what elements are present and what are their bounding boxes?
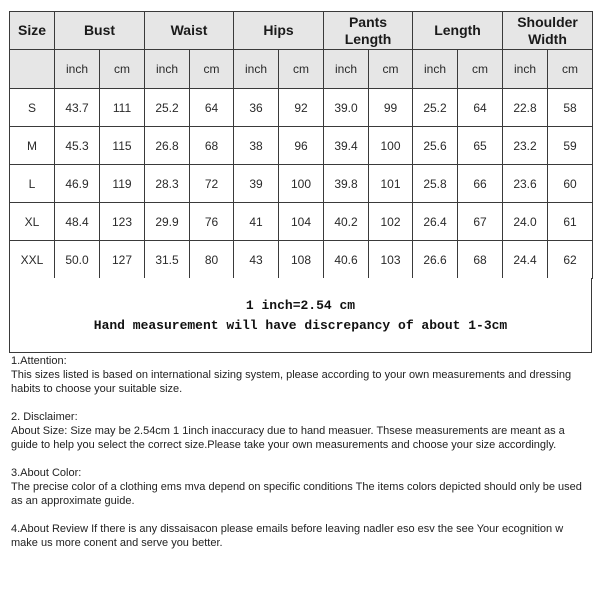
table-row	[10, 165, 593, 203]
header-shoulder-width	[503, 12, 593, 50]
cell-waist-cm: 68	[190, 127, 234, 165]
cell-bust-in: 46.9	[55, 165, 100, 203]
note-title: 1.Attention:	[11, 355, 67, 367]
cell-shoulder-cm: 58	[548, 89, 593, 127]
cell-bust-cm: 127	[100, 241, 145, 279]
header-row	[10, 12, 593, 50]
unit-inch: inch	[55, 50, 100, 89]
cell-waist-cm: 64	[190, 89, 234, 127]
header-pants-length	[324, 12, 413, 50]
unit-blank	[10, 50, 55, 89]
cell-length-cm: 68	[458, 241, 503, 279]
cell-hips-in: 36	[234, 89, 279, 127]
discrepancy-note: Hand measurement will have discrepancy of about 1-3cm	[93, 318, 508, 333]
cell-bust-cm: 111	[100, 89, 145, 127]
cell-shoulder-in: 23.2	[503, 127, 548, 165]
cell-length-in: 25.6	[413, 127, 458, 165]
header-pants-length-l1: Pants	[348, 13, 388, 30]
note-body: About Size: Size may be 2.54cm 1 1inch inaccuracy due to hand measuer. Thsese measurements are meant as a guide to help you select the correct size.Please take your own measurements and choose your size accordingly.	[11, 425, 565, 451]
cell-length-cm: 66	[458, 165, 503, 203]
cell-size: XXL	[10, 241, 55, 279]
table-row	[10, 127, 593, 165]
cell-length-in: 26.6	[413, 241, 458, 279]
cell-pants-cm: 99	[369, 89, 413, 127]
cell-hips-in: 39	[234, 165, 279, 203]
cell-shoulder-in: 22.8	[503, 89, 548, 127]
cell-hips-in: 38	[234, 127, 279, 165]
header-shoulder-width-l1: Shoulder	[517, 13, 578, 30]
unit-inch: inch	[234, 50, 279, 89]
cell-bust-in: 43.7	[55, 89, 100, 127]
table-row	[10, 203, 593, 241]
cell-pants-cm: 102	[369, 203, 413, 241]
cell-waist-in: 28.3	[145, 165, 190, 203]
cell-pants-in: 39.0	[324, 89, 369, 127]
cell-shoulder-cm: 61	[548, 203, 593, 241]
unit-inch: inch	[413, 50, 458, 89]
cell-waist-in: 29.9	[145, 203, 190, 241]
cell-waist-in: 25.2	[145, 89, 190, 127]
header-hips: Hips	[234, 12, 324, 50]
table-row	[10, 241, 593, 279]
cell-bust-in: 50.0	[55, 241, 100, 279]
cell-bust-cm: 115	[100, 127, 145, 165]
cell-hips-cm: 96	[279, 127, 324, 165]
header-bust: Bust	[55, 12, 145, 50]
cell-hips-cm: 92	[279, 89, 324, 127]
cell-size: L	[10, 165, 55, 203]
notes-section	[11, 354, 591, 564]
cell-size: S	[10, 89, 55, 127]
cell-shoulder-in: 23.6	[503, 165, 548, 203]
cell-bust-in: 48.4	[55, 203, 100, 241]
cell-waist-in: 26.8	[145, 127, 190, 165]
cell-waist-cm: 80	[190, 241, 234, 279]
unit-cm: cm	[279, 50, 324, 89]
cell-bust-cm: 123	[100, 203, 145, 241]
cell-bust-cm: 119	[100, 165, 145, 203]
cell-pants-cm: 100	[369, 127, 413, 165]
header-pants-length-l2: Length	[344, 30, 392, 47]
cell-size: M	[10, 127, 55, 165]
cell-length-cm: 64	[458, 89, 503, 127]
table-row	[10, 89, 593, 127]
unit-cm: cm	[369, 50, 413, 89]
unit-cm: cm	[548, 50, 593, 89]
cell-length-in: 25.8	[413, 165, 458, 203]
note-body: This sizes listed is based on international sizing system, please according to your own measurements and dressing habits to choose your suitable size.	[11, 369, 572, 395]
cell-pants-in: 40.2	[324, 203, 369, 241]
cell-pants-cm: 101	[369, 165, 413, 203]
note-about-color	[11, 466, 591, 508]
size-rows	[10, 89, 593, 279]
cell-hips-cm: 100	[279, 165, 324, 203]
measurement-note-box	[9, 278, 592, 353]
header-shoulder-width-l2: Width	[528, 30, 567, 47]
unit-cm: cm	[190, 50, 234, 89]
cell-shoulder-in: 24.4	[503, 241, 548, 279]
size-chart-table	[9, 11, 593, 279]
cell-length-in: 25.2	[413, 89, 458, 127]
cell-pants-in: 40.6	[324, 241, 369, 279]
cell-shoulder-cm: 62	[548, 241, 593, 279]
unit-inch: inch	[324, 50, 369, 89]
cell-hips-cm: 104	[279, 203, 324, 241]
unit-row	[10, 50, 593, 89]
note-about-review	[11, 522, 591, 550]
cell-waist-in: 31.5	[145, 241, 190, 279]
cell-bust-in: 45.3	[55, 127, 100, 165]
cell-hips-cm: 108	[279, 241, 324, 279]
note-body: The precise color of a clothing ems mva depend on specific conditions The items colors depicted should only be used as an approximate guide.	[11, 481, 582, 507]
unit-cm: cm	[458, 50, 503, 89]
cell-shoulder-cm: 60	[548, 165, 593, 203]
cell-pants-in: 39.8	[324, 165, 369, 203]
note-attention	[11, 354, 591, 396]
cell-pants-cm: 103	[369, 241, 413, 279]
unit-inch: inch	[145, 50, 190, 89]
cell-length-in: 26.4	[413, 203, 458, 241]
header-waist: Waist	[145, 12, 234, 50]
cell-shoulder-cm: 59	[548, 127, 593, 165]
cell-pants-in: 39.4	[324, 127, 369, 165]
cell-hips-in: 43	[234, 241, 279, 279]
cell-waist-cm: 76	[190, 203, 234, 241]
note-title: 3.About Color:	[11, 467, 82, 479]
cell-length-cm: 67	[458, 203, 503, 241]
conversion-note: 1 inch=2.54 cm	[245, 298, 356, 313]
unit-inch: inch	[503, 50, 548, 89]
note-body: 4.About Review If there is any dissaisacon please emails before leaving nadler eso esv the see Your ecognition w make us more conent and serve you better.	[11, 523, 564, 549]
cell-shoulder-in: 24.0	[503, 203, 548, 241]
cell-hips-in: 41	[234, 203, 279, 241]
cell-size: XL	[10, 203, 55, 241]
note-disclaimer	[11, 410, 591, 452]
unit-cm: cm	[100, 50, 145, 89]
header-length: Length	[413, 12, 503, 50]
cell-waist-cm: 72	[190, 165, 234, 203]
note-title: 2. Disclaimer:	[11, 411, 78, 423]
cell-length-cm: 65	[458, 127, 503, 165]
header-size: Size	[10, 12, 55, 50]
